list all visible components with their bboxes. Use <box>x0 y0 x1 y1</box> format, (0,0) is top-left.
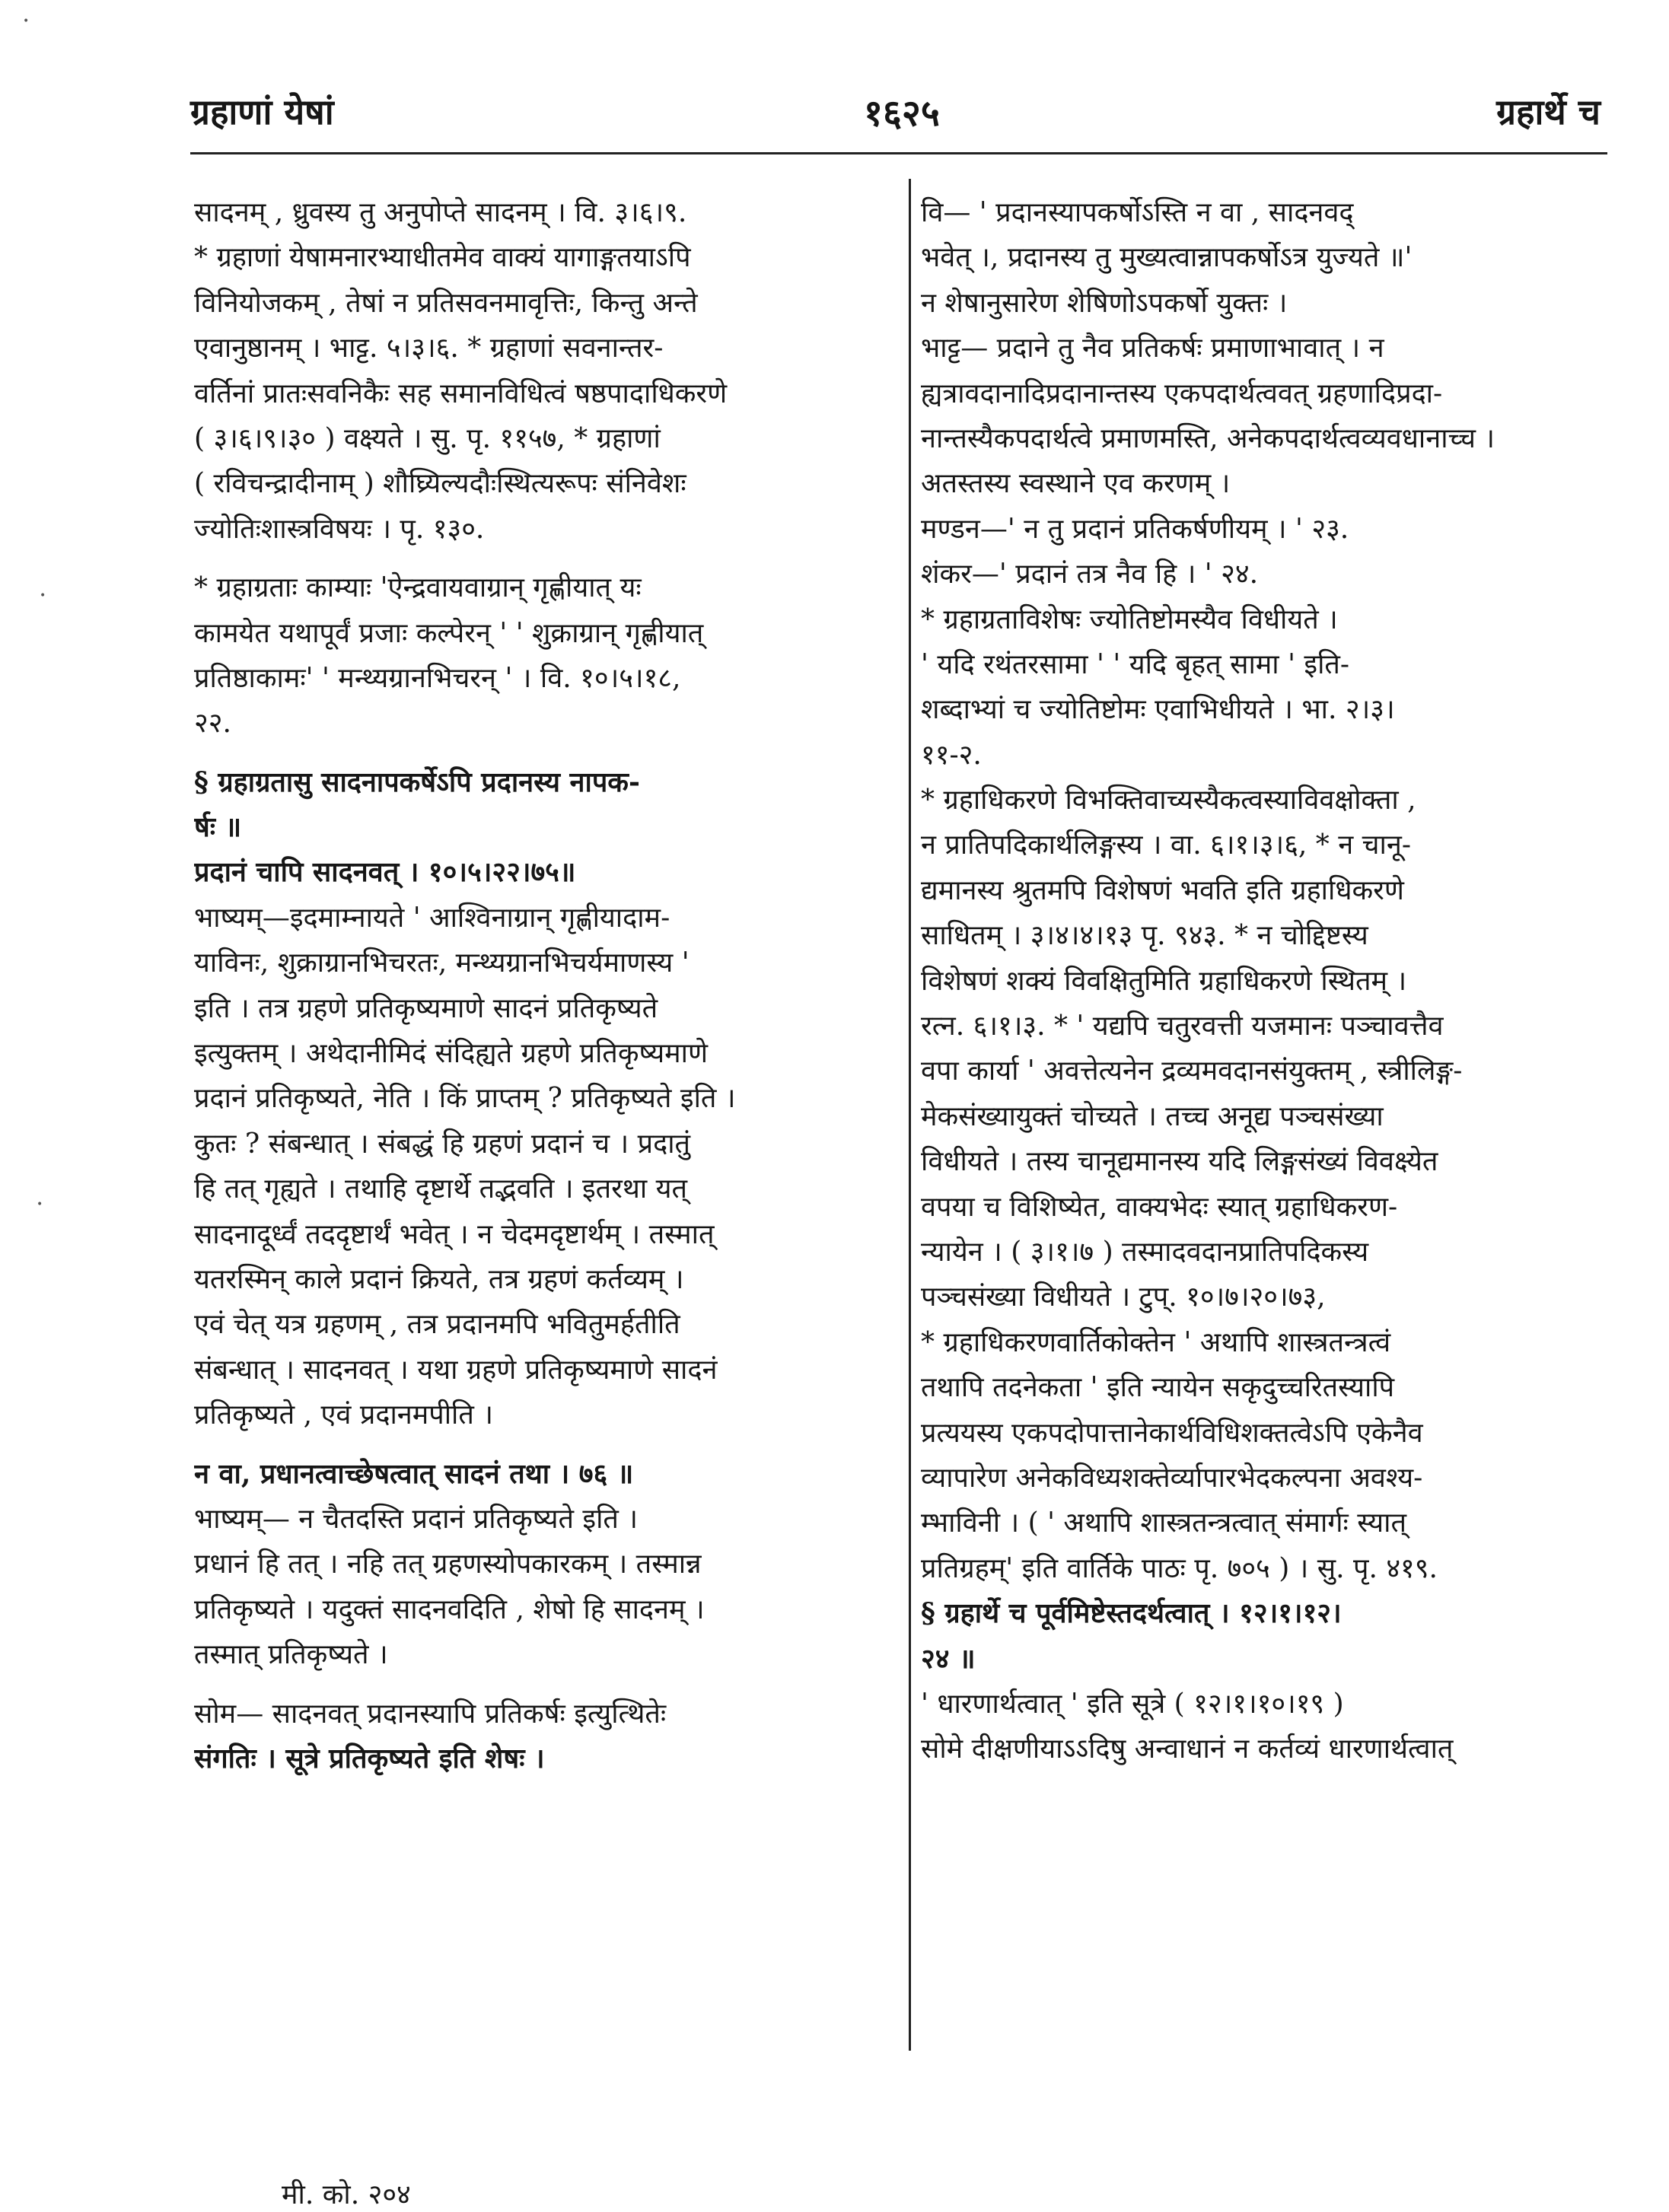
text-line: इति । तत्र ग्रहणे प्रतिकृष्यमाणे सादनं प्रतिकृष्यते <box>194 992 658 1024</box>
text-line: भाष्यम्—इदमाम्नायते ' आश्विनाग्रान् गृह्णीयादाम- <box>194 902 670 934</box>
text-line: प्रधानं हि तत् । नहि तत् ग्रहणस्योपकारकम् । तस्मान्न <box>194 1548 702 1580</box>
text-line: सादनादूर्ध्वं तददृष्टार्थं भवेत् । न चेदमदृष्टार्थम् । तस्मात् <box>194 1218 715 1250</box>
text-line: * ग्रहाधिकरणवार्तिकोक्तेन ' अथापि शास्त्रतन्त्रत्वं <box>921 1326 1391 1358</box>
text-line: विनियोजकम् , तेषां न प्रतिसवनमावृत्तिः, किन्तु अन्ते <box>194 287 698 319</box>
header-rule <box>190 152 1607 154</box>
text-line: ( ३।६।९।३० ) वक्ष्यते । सु. पृ. ११५७, * ग्रहाणां <box>194 422 661 454</box>
text-line: मेकसंख्यायुक्तं चोच्यते । तच्च अनूद्य पञ्चसंख्या <box>921 1100 1384 1132</box>
margin-mark: • <box>40 590 46 602</box>
text-line: म्भाविनी । ( ' अथापि शास्त्रतन्त्रत्वात् संमार्गः स्यात् <box>921 1507 1406 1539</box>
text-line: भाष्यम्— न चैतदस्ति प्रदानं प्रतिकृष्यते इति । <box>194 1503 639 1535</box>
text-line: वपा कार्या ' अवत्तेत्यनेन द्रव्यमवदानसंयुक्तम् , स्त्रीलिङ्ग- <box>921 1055 1463 1087</box>
text-line: नान्तस्यैकपदार्थत्वे प्रमाणमस्ति, अनेकपदार्थत्वव्यवधानाच्च । <box>921 422 1495 454</box>
text-line: र्षः ॥ <box>194 811 242 844</box>
text-line: शंकर—' प्रदानं तत्र नैव हि । ' २४. <box>921 559 1259 590</box>
text-line: शब्दाभ्यां च ज्योतिष्टोमः एवाभिधीयते । भा. २।३। <box>921 694 1395 726</box>
text-line: * ग्रहाग्रताः काम्याः 'ऐन्द्रवायवाग्रान् गृह्णीयात् यः <box>194 572 642 604</box>
text-line: यतरस्मिन् काले प्रदानं क्रियते, तत्र ग्रहणं कर्तव्यम् । <box>194 1263 684 1295</box>
left-column <box>194 190 887 1781</box>
text-line: प्रतिकृष्यते । यदुक्तं सादनवदिति , शेषो हि सादनम् । <box>194 1593 705 1625</box>
paragraph-gap <box>194 1678 887 1692</box>
text-line: तस्मात् प्रतिकृष्यते । <box>194 1639 388 1671</box>
right-column <box>921 190 1602 1772</box>
text-line: * ग्रहाणां येषामनारभ्याधीतमेव वाक्यं यागाङ्गतयाऽपि <box>194 242 691 274</box>
text-line: वि— ' प्रदानस्यापकर्षोऽस्ति न वा , सादनवद् <box>921 197 1354 228</box>
text-line: कुतः ? संबन्धात् । संबद्धं हि ग्रहणं प्रदानं च । प्रदातुं <box>194 1128 691 1160</box>
footer-signature: मी. को. २०४ <box>282 2179 411 2207</box>
text-line: न्यायेन । ( ३।१।७ ) तस्मादवदानप्रातिपदिकस्य <box>921 1236 1369 1268</box>
text-line: भवेत् ।, प्रदानस्य तु मुख्यत्वान्नापकर्षोऽत्र युज्यते ॥' <box>921 242 1413 274</box>
text-line: अतस्तस्य स्वस्थाने एव करणम् । <box>921 468 1231 500</box>
text-line: § ग्रहार्थे च पूर्वमिष्टेस्तदर्थत्वात् । १२।१।१२। <box>921 1597 1342 1630</box>
text-line: § ग्रहाग्रतासु सादनापकर्षेऽपि प्रदानस्य नापक- <box>194 765 640 798</box>
text-line: कामयेत यथापूर्वं प्रजाः कल्पेरन् ' ' शुक्राग्रान् गृह्णीयात् <box>194 617 704 649</box>
text-line: संबन्धात् । सादनवत् । यथा ग्रहणे प्रतिकृष्यमाणे सादनं <box>194 1354 718 1386</box>
text-line: ( रविचन्द्रादीनाम् ) शौघ्र्यिल्यदौःस्थित्यरूपः संनिवेशः <box>194 468 686 500</box>
text-line: रत्न. ६।१।३. * ' यद्यपि चतुरवत्ती यजमानः पञ्चावत्तैव <box>921 1011 1444 1042</box>
text-line: व्यापारेण अनेकविध्यशक्तेर्व्यापारभेदकल्पना अवश्य- <box>921 1462 1423 1494</box>
text-line: एवं चेत् यत्र ग्रहणम् , तत्र प्रदानमपि भवितुमर्हतीति <box>194 1309 680 1341</box>
text-line: संगतिः । सूत्रे प्रतिकृष्यते इति शेषः । <box>194 1742 545 1774</box>
text-line: ज्योतिःशास्त्रविषयः । पृ. १३०. <box>194 513 485 545</box>
text-line: न वा, प्रधानत्वाच्छेषत्वात् सादनं तथा । ७६ ॥ <box>194 1457 634 1490</box>
text-line: प्रत्ययस्य एकपदोपात्तानेकार्थविधिशक्तत्वेऽपि एकेनैव <box>921 1417 1423 1449</box>
text-line: २४ ॥ <box>921 1642 976 1675</box>
column-divider <box>909 179 911 2051</box>
text-line: वपया च विशिष्येत, वाक्यभेदः स्यात् ग्रहाधिकरण- <box>921 1191 1398 1223</box>
text-line: सोम— सादनवत् प्रदानस्यापि प्रतिकर्षः इत्युत्थितेः <box>194 1698 667 1730</box>
page-number: १६२५ <box>864 92 940 135</box>
text-line: प्रदानं प्रतिकृष्यते, नेति । किं प्राप्तम् ? प्रतिकृष्यते इति । <box>194 1083 736 1115</box>
margin-mark: • <box>37 1198 43 1211</box>
running-head-right: ग्रहार्थे च <box>1496 91 1601 132</box>
text-line: प्रतिष्ठाकामः' ' मन्थ्यग्रानभिचरन् ' । वि. १०।५।१८, <box>194 662 681 694</box>
text-line: मण्डन—' न तु प्रदानं प्रतिकर्षणीयम् । ' २३. <box>921 513 1349 545</box>
paragraph-gap <box>194 1438 887 1452</box>
text-line: इत्युक्तम् । अथेदानीमिदं संदिह्यते ग्रहणे प्रतिकृष्यमाणे <box>194 1038 709 1070</box>
text-line: २२. <box>194 708 231 740</box>
text-line: तथापि तदनेकता ' इति न्यायेन सकृदुच्चरितस्यापि <box>921 1372 1395 1404</box>
text-line: प्रतिग्रहम्' इति वार्तिके पाठः पृ. ७०५ ) । सु. पृ. ४१९. <box>921 1552 1438 1584</box>
text-line: ' धारणार्थत्वात् ' इति सूत्रे ( १२।१।१०।१९ ) <box>921 1688 1344 1720</box>
running-head-left: ग्रहाणां येषां <box>190 91 334 132</box>
text-line: ११-२. <box>921 739 982 771</box>
text-line: भाट्ट— प्रदाने तु नैव प्रतिकर्षः प्रमाणाभावात् । न <box>921 333 1384 364</box>
text-line: पञ्चसंख्या विधीयते । टुप्. १०।७।२०।७३, <box>921 1281 1326 1313</box>
paragraph-gap <box>194 746 887 760</box>
text-line: * ग्रहाग्रताविशेषः ज्योतिष्टोमस्यैव विधीयते । <box>921 603 1338 635</box>
text-line: द्यमानस्य श्रुतमपि विशेषणं भवति इति ग्रहाधिकरणे <box>921 874 1404 906</box>
text-line: न शेषानुसारेण शेषिणोऽपकर्षो युक्तः । <box>921 287 1288 319</box>
text-line: साधितम् । ३।४।४।१३ पृ. ९४३. * न चोद्दिष्टस्य <box>921 920 1368 952</box>
text-line: ह्यत्रावदानादिप्रदानान्तस्य एकपदार्थत्ववत् ग्रहणादिप्रदा- <box>921 377 1443 409</box>
text-line: न प्रातिपदिकार्थलिङ्गस्य । वा. ६।१।३।६, * न चानू- <box>921 829 1411 861</box>
text-line: * ग्रहाधिकरणे विभक्तिवाच्यस्यैकत्वस्याविवक्षोक्ता , <box>921 785 1416 816</box>
text-line: ' यदि रथंतरसामा ' ' यदि बृहत् सामा ' इति- <box>921 648 1350 680</box>
text-line: सादनम् , ध्रुवस्य तु अनुपोप्ते सादनम् । वि. ३।६।९. <box>194 197 687 228</box>
paragraph-gap <box>194 552 887 565</box>
text-line: याविनः, शुक्राग्रानभिचरतः, मन्थ्यग्रानभिचर्यमाणस्य ' <box>194 947 690 979</box>
text-line: विशेषणं शक्यं विवक्षितुमिति ग्रहाधिकरणे स्थितम् । <box>921 965 1407 997</box>
text-line: एवानुष्ठानम् । भाट्ट. ५।३।६. * ग्रहाणां सवनान्तर- <box>194 333 664 364</box>
text-line: हि तत् गृह्यते । तथाहि दृष्टार्थे तद्भवति । इतरथा यत् <box>194 1173 688 1205</box>
margin-mark: • <box>23 15 30 27</box>
text-line: प्रदानं चापि सादनवत् । १०।५।२२।७५॥ <box>194 856 576 889</box>
text-line: विधीयते । तस्य चानूद्यमानस्य यदि लिङ्गसंख्यं विवक्ष्येत <box>921 1146 1438 1178</box>
text-line: प्रतिकृष्यते , एवं प्रदानमपीति । <box>194 1399 493 1431</box>
text-line: सोमे दीक्षणीयाऽऽदिषु अन्वाधानं न कर्तव्यं धारणार्थत्वात् <box>921 1733 1454 1765</box>
text-line: वर्तिनां प्रातःसवनिकैः सह समानविधित्वं षष्ठपादाधिकरणे <box>194 377 728 409</box>
